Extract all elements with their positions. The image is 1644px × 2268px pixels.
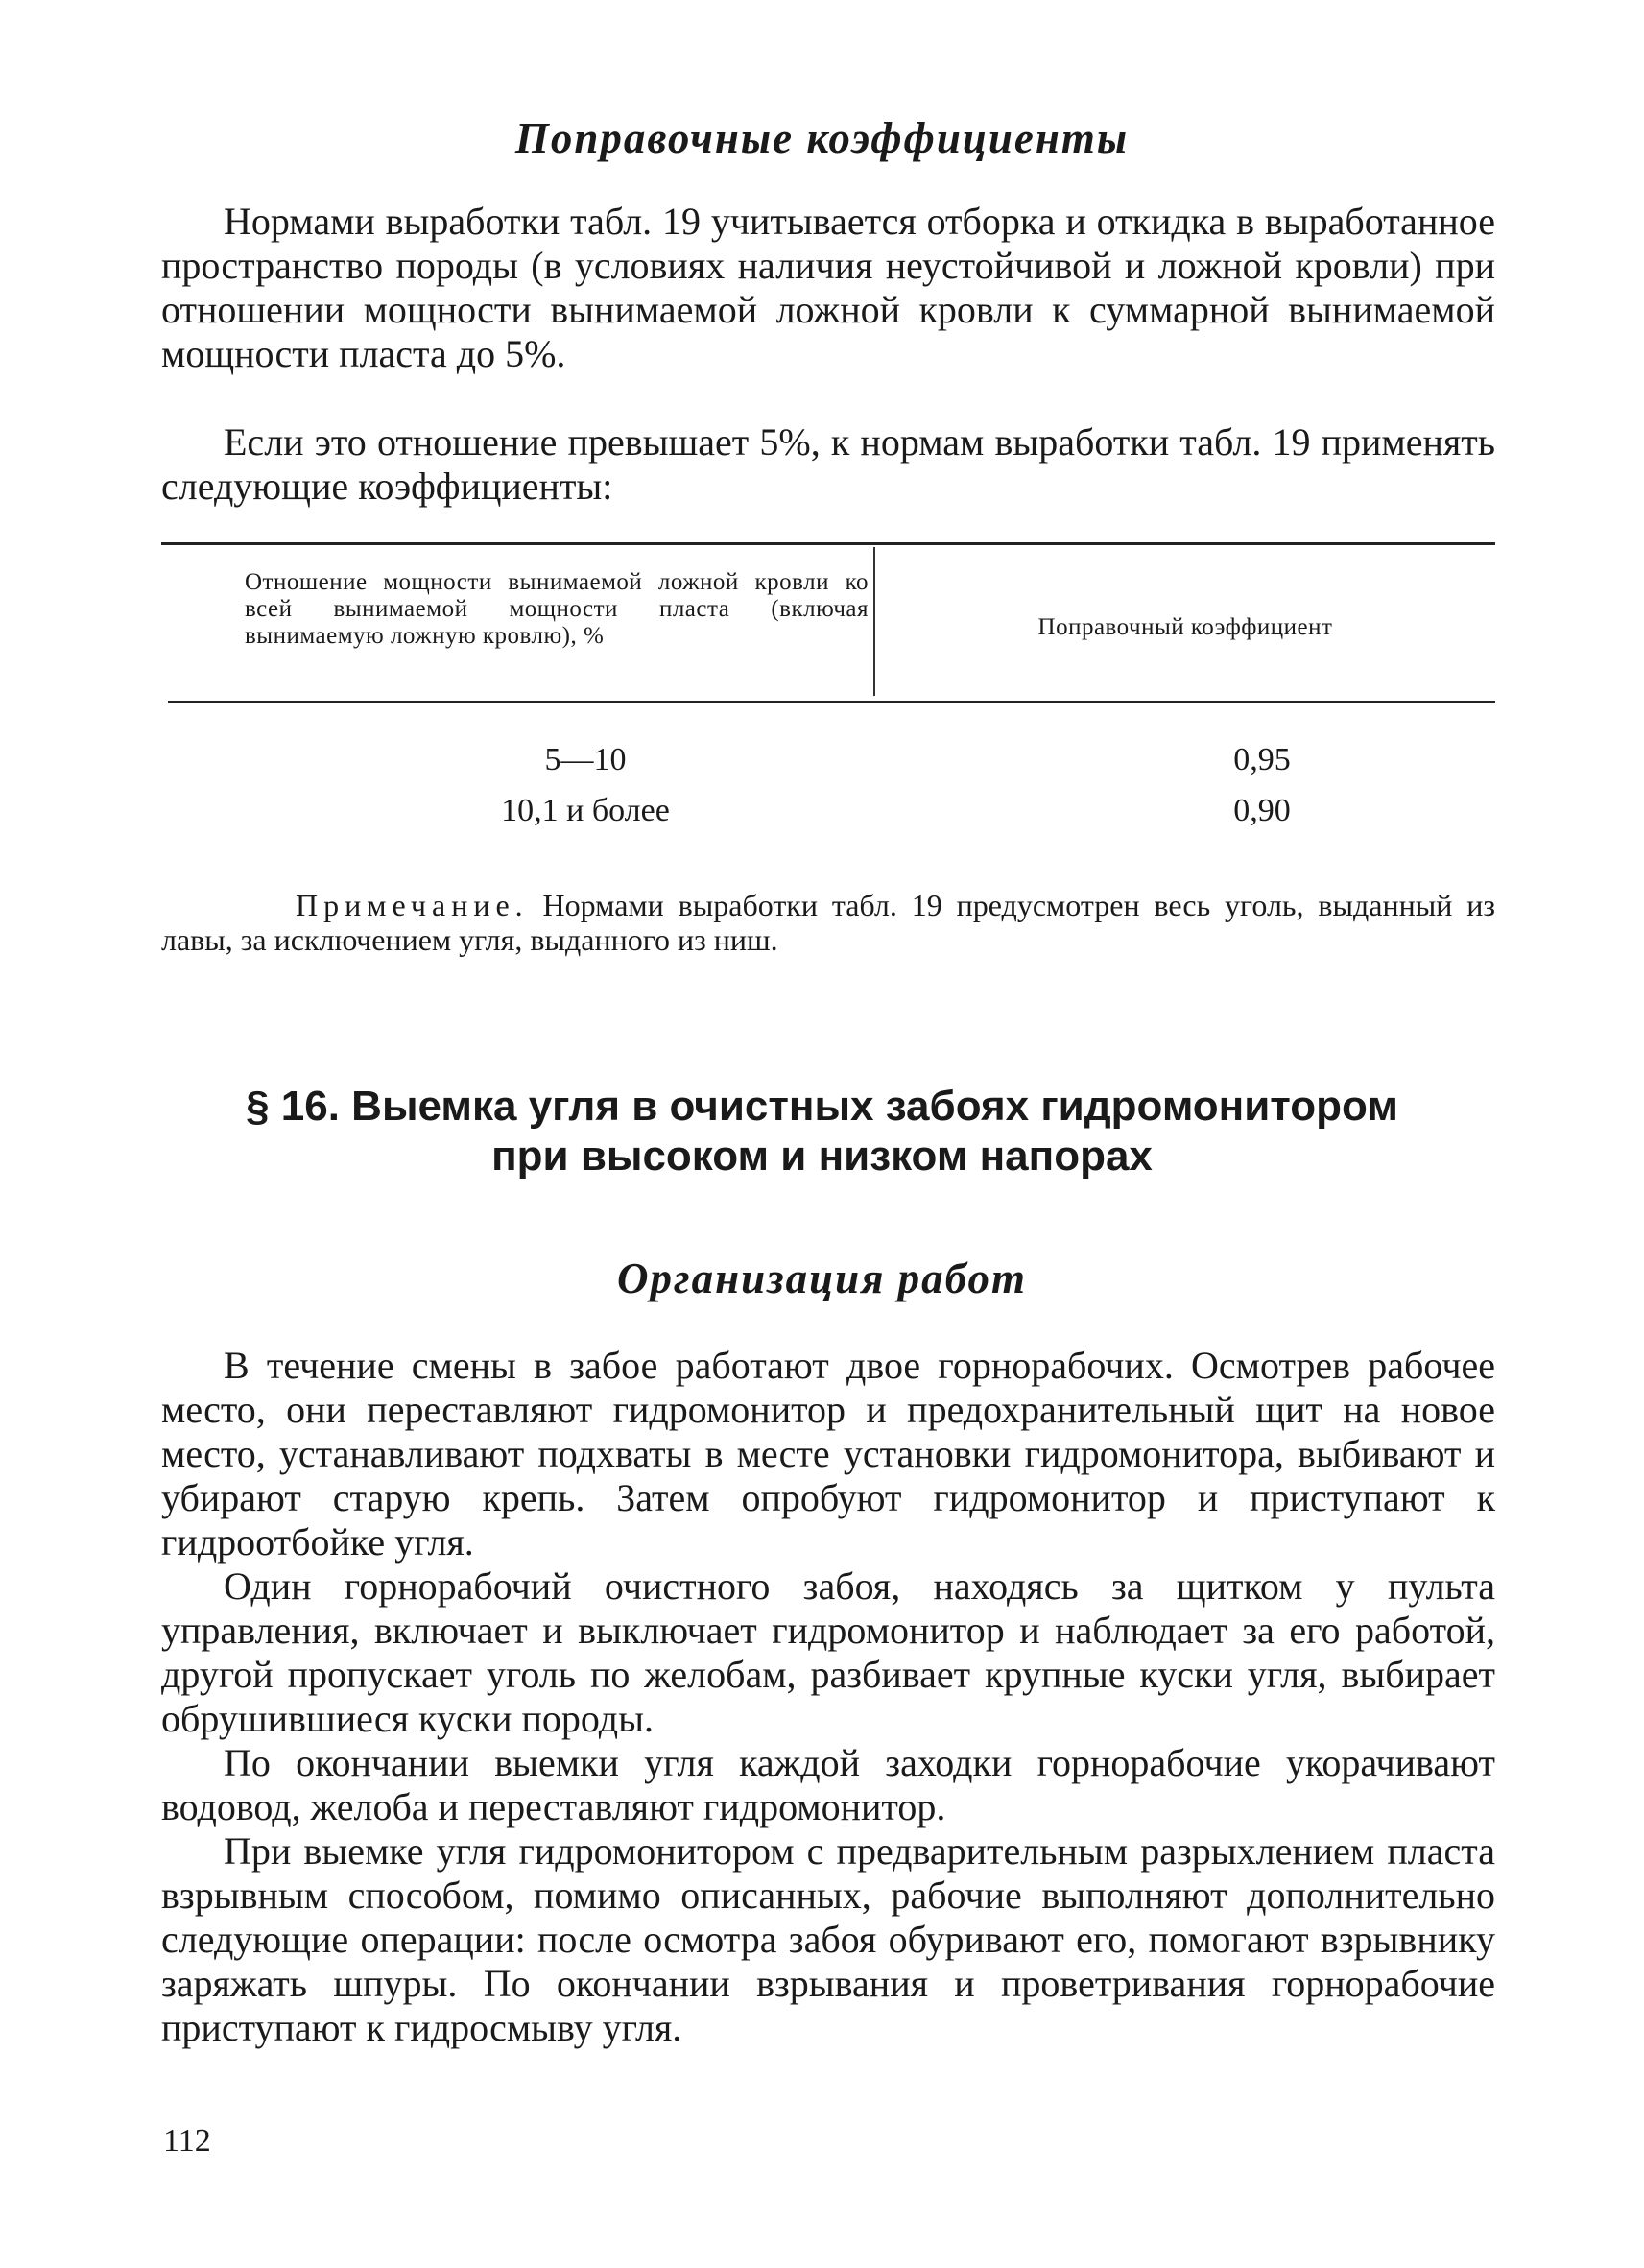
subsection-title-work-organization: Организация работ — [616, 1254, 1028, 1302]
section-title-correction-coefficients: Поправочные коэффициенты — [514, 114, 1130, 162]
table-cell-coefficient-row2: 0,90 — [1233, 793, 1291, 828]
note-label: Примечание. — [296, 888, 529, 922]
section-heading-line1: § 16. Выемка угля в очистных забоях гидромонитором — [246, 1083, 1398, 1130]
table-header-ratio: Отношение мощности вынимаемой ложной кровли ко всей вынимаемой мощности пласта (включая вынимаемую ложную кровлю), % — [245, 569, 869, 649]
section-heading-line2: при высоком и низком напорах — [491, 1133, 1153, 1180]
paragraph-coefficients-intro: Если это отношение превышает 5%, к нормам выработки табл. 19 применять следующие коэффициенты: — [161, 420, 1495, 508]
paragraph-worker-duties: Один горнорабочий очистного забоя, находясь за щитком у пульта управления, включает и выключает гидромонитор и наблюдает за его работой, другой пропускает уголь по желобам, разбивает крупные куски угля, выбирает обрушившиеся куски породы. — [161, 1564, 1495, 1740]
paragraph-shift-work: В течение смены в забое работают двое горнорабочих. Осмотрев рабочее место, они переставляют гидромонитор и предохранительный щит на новое место, устанавливают подхваты в месте установки гидромонитора, выбивают и убирают старую крепь. Затем опробуют гидромонитор и приступают к гидроотбойке угля. — [161, 1344, 1495, 1564]
table-cell-ratio-row2: 10,1 и более — [501, 793, 670, 828]
paragraph-blasting-operations: При выемке угля гидромонитором с предварительным разрыхлением пласта взрывным способом, помимо описанных, рабочие выполняют дополнительно следующие операции: после осмотра забоя обуривают его, помогают взрывнику заряжать шпуры. По окончании взрывания и проветривания горнорабочие приступают к гидросмыву угля. — [161, 1829, 1495, 2049]
table-cell-ratio-row1: 5—10 — [544, 742, 627, 777]
table-top-rule — [161, 542, 1495, 545]
page-number: 112 — [163, 2123, 211, 2159]
paragraph-after-excavation: По окончании выемки угля каждой заходки горнорабочие укорачивают водовод, желоба и переставляют гидромонитор. — [161, 1741, 1495, 1828]
table-header-rule — [168, 701, 1495, 703]
table-cell-coefficient-row1: 0,95 — [1233, 742, 1291, 777]
paragraph-norms-intro: Нормами выработки табл. 19 учитывается отборка и откидка в выработанное пространство породы (в условиях наличия неустойчивой и ложной кровли) при отношении мощности вынимаемой ложной кровли к суммарной вынимаемой мощности пласта до 5%. — [161, 200, 1495, 375]
note-text: Нормами выработки табл. 19 предусмотрен весь уголь, выданный из лавы, за исключением угля, выданного из ниш. — [161, 888, 1496, 957]
table-note — [161, 888, 1495, 957]
table-header-coefficient: Поправочный коэффициент — [1037, 614, 1333, 640]
